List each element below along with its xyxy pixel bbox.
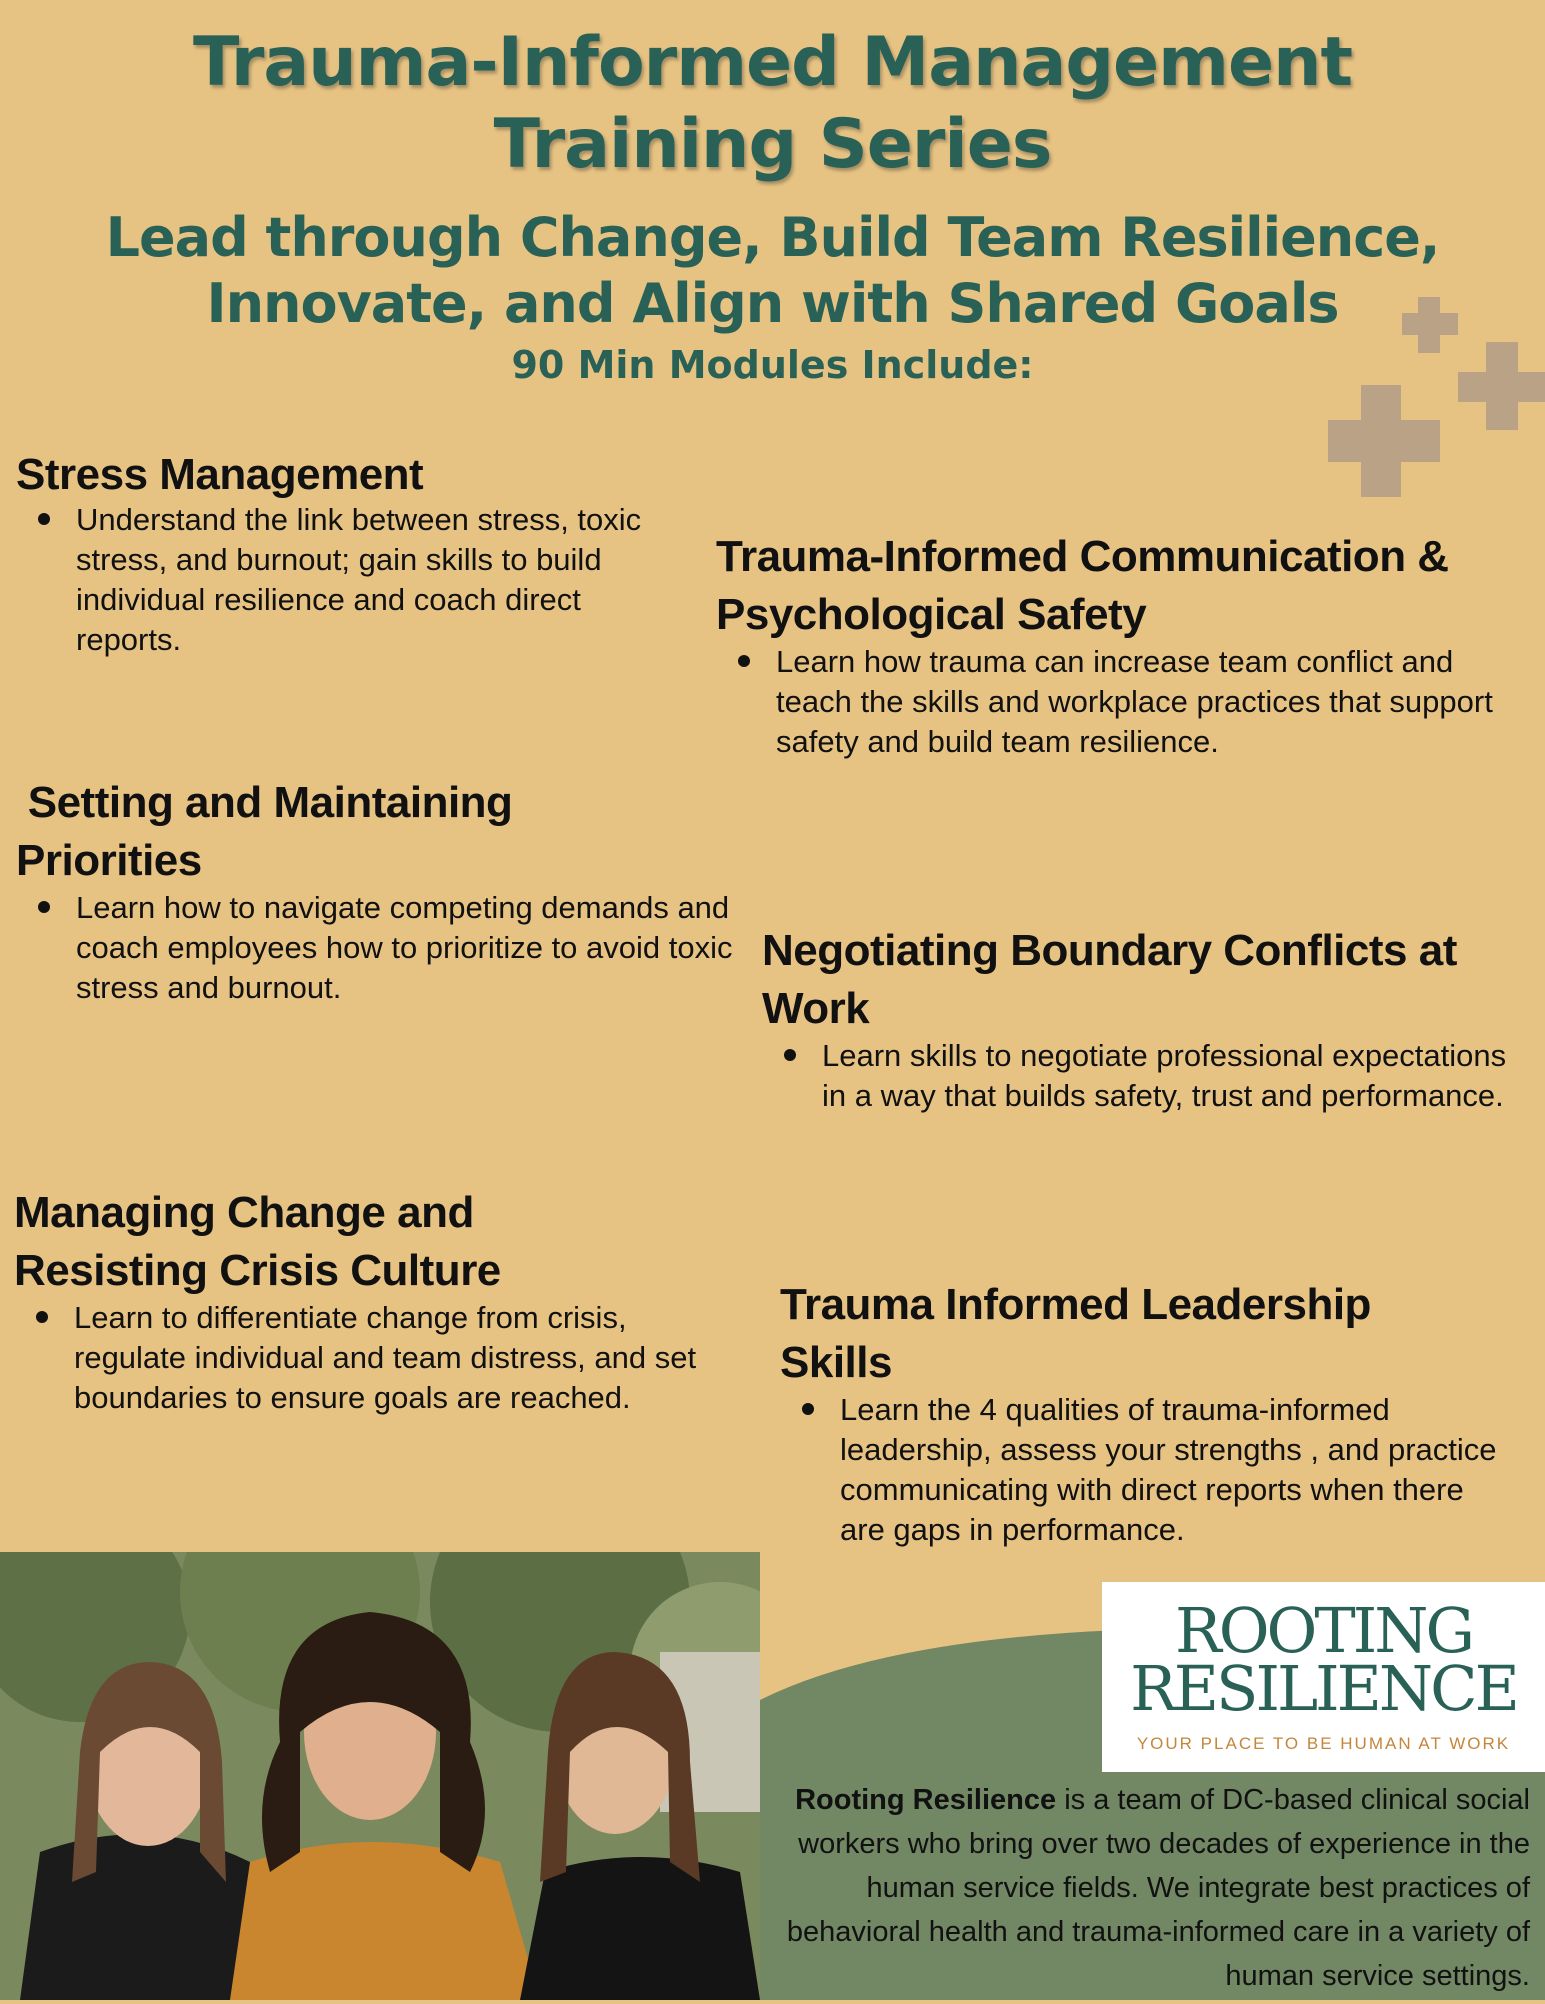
about-text xyxy=(760,1778,1530,1998)
rooting-resilience-logo xyxy=(1102,1582,1545,1772)
org-name: Rooting Resilience xyxy=(795,1784,1057,1816)
team-photo xyxy=(0,1552,760,2000)
modules-label: 90 Min Modules Include: xyxy=(511,343,1034,387)
section-title: Negotiating Boundary Conflicts at Work xyxy=(762,926,1457,1033)
subtitle-line-1: Lead through Change, Build Team Resilience, xyxy=(105,206,1440,269)
bullet-item: Learn how trauma can increase team conflict and teach the skills and workplace practices that support safety and build team resilience. xyxy=(716,642,1531,762)
section-priorities xyxy=(16,774,746,1008)
page-title xyxy=(0,22,1545,186)
title-line-2: Training Series xyxy=(493,105,1052,184)
logo-line-1: ROOTING xyxy=(1175,1594,1472,1667)
bullet-item: Learn how to navigate competing demands and coach employees how to prioritize to avoid toxic stress and burnout. xyxy=(16,888,746,1008)
subtitle xyxy=(0,205,1545,337)
logo-line-2: RESILIENCE xyxy=(1130,1652,1517,1725)
title-line-1: Trauma-Informed Management xyxy=(192,23,1353,102)
section-title: Stress Management xyxy=(16,450,424,499)
subtitle-line-2: Innovate, and Align with Shared Goals xyxy=(206,272,1339,335)
bullet-item: Understand the link between stress, toxic stress, and burnout; gain skills to build individual resilience and coach direct reports. xyxy=(16,500,676,660)
section-managing-change xyxy=(14,1184,744,1418)
section-title: Trauma-Informed Communication & Psychological Safety xyxy=(716,532,1449,639)
section-leadership xyxy=(780,1276,1500,1550)
about-description: is a team of DC-based clinical social workers who bring over two decades of experience in the human service fields. We integrate best practices of behavioral health and trauma-informed care in a variety of human service settings. xyxy=(786,1784,1530,1992)
section-title: Managing Change and Resisting Crisis Culture xyxy=(14,1188,501,1295)
logo-tagline: YOUR PLACE TO BE HUMAN AT WORK xyxy=(1136,1734,1511,1753)
section-stress-management xyxy=(16,446,676,660)
section-communication xyxy=(716,528,1531,762)
section-boundary-conflicts xyxy=(762,922,1532,1116)
section-title: Trauma Informed Leadership Skills xyxy=(780,1280,1371,1387)
bullet-item: Learn to differentiate change from crisis, regulate individual and team distress, and set boundaries to ensure goals are reached. xyxy=(14,1298,744,1418)
section-title: Setting and Maintaining Priorities xyxy=(16,778,525,885)
bullet-item: Learn skills to negotiate professional expectations in a way that builds safety, trust and performance. xyxy=(762,1036,1532,1116)
bullet-item: Learn the 4 qualities of trauma-informed leadership, assess your strengths , and practice communicating with direct reports when there are gaps in performance. xyxy=(780,1390,1500,1550)
